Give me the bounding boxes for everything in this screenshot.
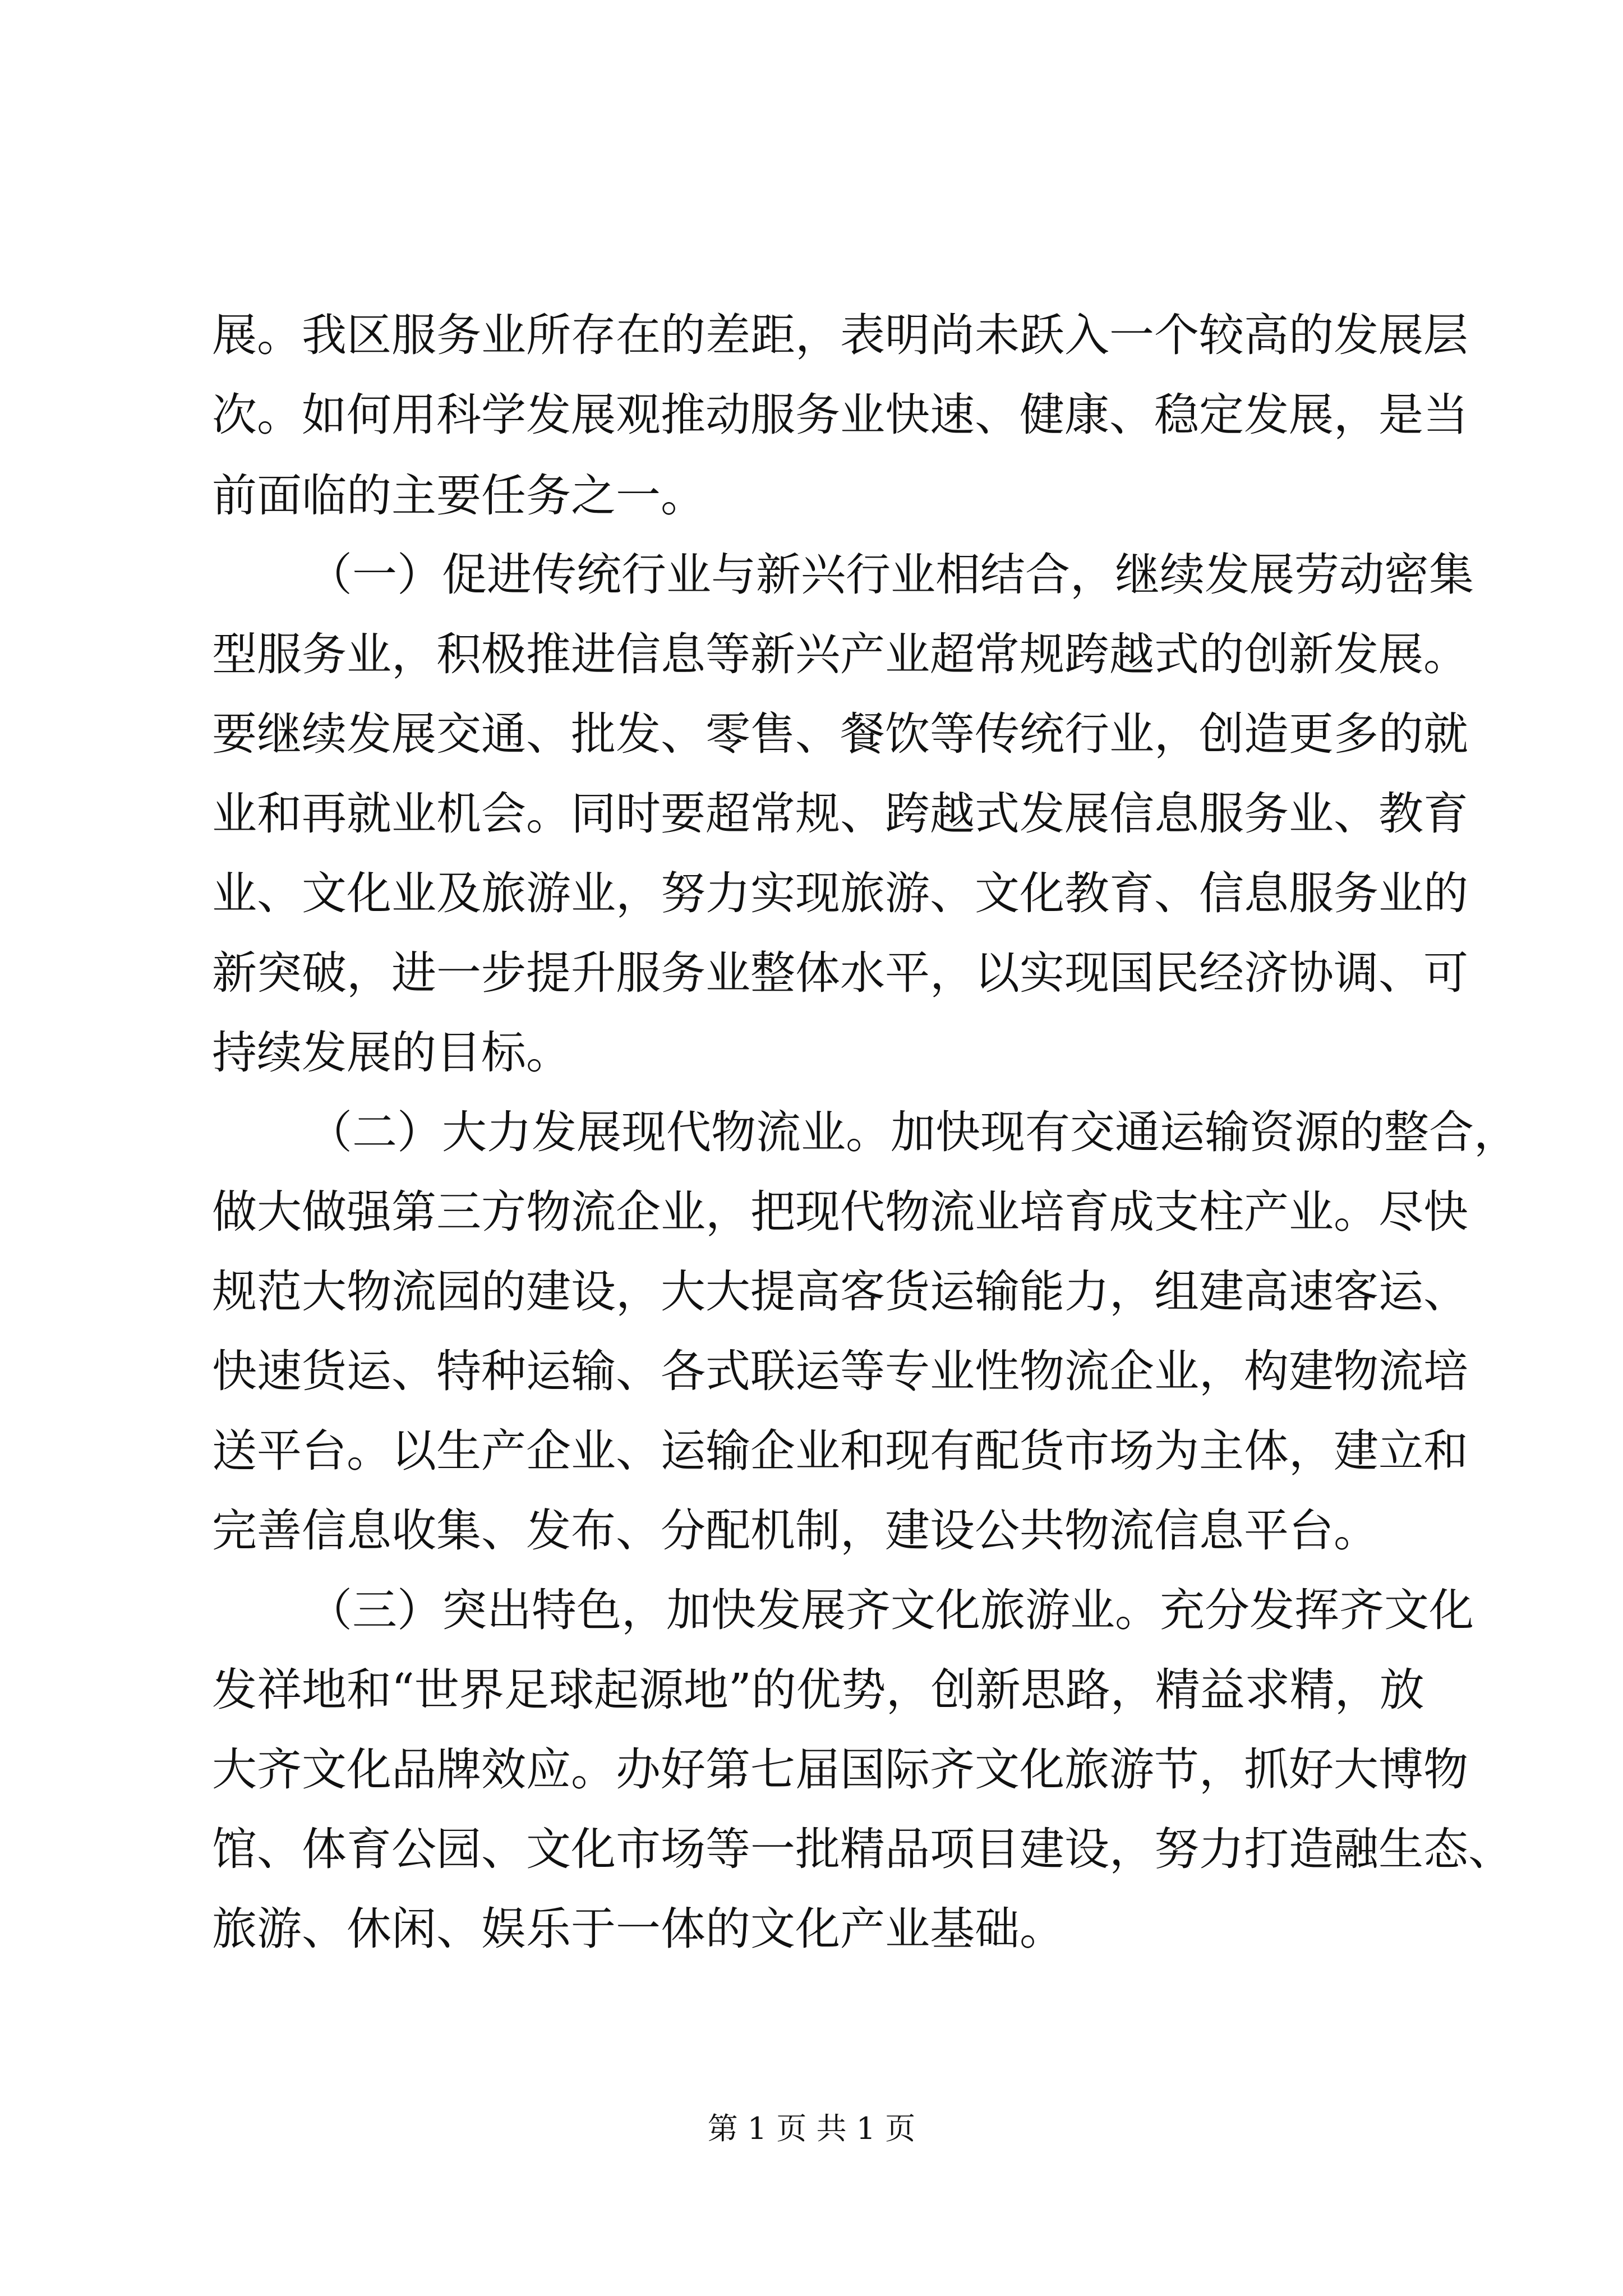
paragraph-section-1-line-4: 业和再就业机会。同时要超常规、跨越式发展信息服务业、教育 — [212, 788, 1468, 840]
paragraph-section-1-line-1: （一）促进传统行业与新兴行业相结合，继续发展劳动密集 — [307, 549, 1474, 601]
paragraph-section-3-line-2: 发祥地和“世界足球起源地”的优势，创新思路，精益求精，放 — [212, 1664, 1424, 1716]
paragraph-section-1-line-6: 新突破，进一步提升服务业整体水平，以实现国民经济协调、可 — [212, 947, 1468, 999]
paragraph-section-1-line-5: 业、文化业及旅游业，努力实现旅游、文化教育、信息服务业的 — [212, 867, 1468, 919]
paragraph-section-2-line-6: 完善信息收集、发布、分配机制，建设公共物流信息平台。 — [212, 1504, 1378, 1557]
paragraph-section-2-line-5: 送平台。以生产企业、运输企业和现有配货市场为主体，建立和 — [212, 1425, 1468, 1477]
paragraph-section-3-line-4: 馆、体育公园、文化市场等一批精品项目建设，努力打造融生态、 — [212, 1823, 1513, 1875]
paragraph-section-1-line-2: 型服务业，积极推进信息等新兴产业超常规跨越式的创新发展。 — [212, 628, 1468, 680]
paragraph-intro-line-3: 前面临的主要任务之一。 — [212, 470, 706, 522]
paragraph-intro-line-2: 次。如何用科学发展观推动服务业快速、健康、稳定发展，是当 — [212, 389, 1468, 441]
paragraph-section-2-line-1: （二）大力发展现代物流业。加快现有交通运输资源的整合， — [307, 1106, 1519, 1158]
page-footer: 第 1 页 共 1 页 — [707, 2111, 916, 2146]
paragraph-section-2-line-3: 规范大物流园的建设，大大提高客货运输能力，组建高速客运、 — [212, 1266, 1468, 1318]
paragraph-section-2-line-2: 做大做强第三方物流企业，把现代物流业培育成支柱产业。尽快 — [212, 1186, 1468, 1238]
paragraph-section-2-line-4: 快速货运、特种运输、各式联运等专业性物流企业，构建物流培 — [212, 1345, 1468, 1397]
paragraph-intro-line-1: 展。我区服务业所存在的差距，表明尚未跃入一个较高的发展层 — [212, 309, 1468, 361]
paragraph-section-3-line-3: 大齐文化品牌效应。办好第七届国际齐文化旅游节，抓好大博物 — [212, 1743, 1468, 1796]
paragraph-section-3-line-1: （三）突出特色，加快发展齐文化旅游业。充分发挥齐文化 — [307, 1584, 1474, 1636]
paragraph-section-1-line-3: 要继续发展交通、批发、零售、餐饮等传统行业，创造更多的就 — [212, 708, 1468, 760]
paragraph-section-1-line-7: 持续发展的目标。 — [212, 1027, 571, 1079]
paragraph-section-3-line-5: 旅游、休闲、娱乐于一体的文化产业基础。 — [212, 1903, 1064, 1955]
